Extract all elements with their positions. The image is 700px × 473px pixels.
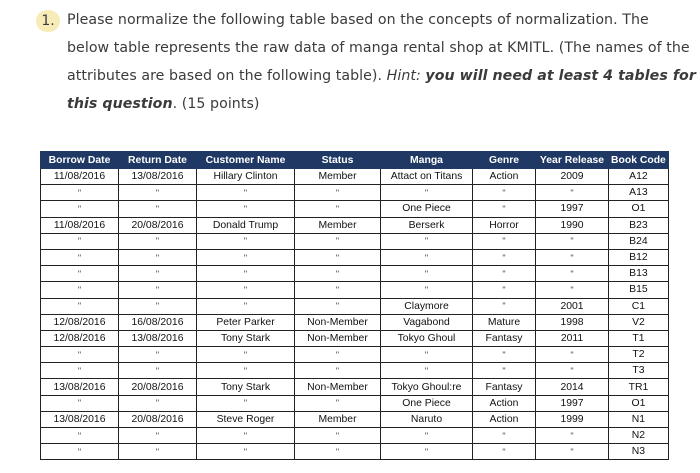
hint-text-continued: this question xyxy=(67,96,173,112)
table-cell: " xyxy=(119,428,197,444)
table-cell: " xyxy=(197,201,295,217)
table-cell: " xyxy=(295,282,381,298)
table-cell: T2 xyxy=(609,347,669,363)
table-cell: " xyxy=(381,347,473,363)
column-header: Customer Name xyxy=(197,152,295,169)
table-cell: " xyxy=(536,363,609,379)
column-header: Status xyxy=(295,152,381,169)
table-cell: 12/08/2016 xyxy=(41,330,119,346)
table-cell: " xyxy=(41,363,119,379)
table-row xyxy=(41,266,669,282)
table-cell: " xyxy=(119,347,197,363)
table-cell: 2009 xyxy=(536,169,609,185)
table-cell: " xyxy=(295,395,381,411)
points-text: . (15 points) xyxy=(172,96,260,112)
table-cell: 1990 xyxy=(536,217,609,233)
table-cell: Action xyxy=(473,169,536,185)
question-line-3 xyxy=(67,68,696,84)
table-cell: " xyxy=(473,363,536,379)
question-line-3-text: attributes are based on the following table). xyxy=(67,68,387,84)
table-cell: " xyxy=(381,233,473,249)
table-cell: " xyxy=(41,444,119,460)
table-body xyxy=(41,169,669,460)
table-cell: Horror xyxy=(473,217,536,233)
table-cell: 20/08/2016 xyxy=(119,217,197,233)
table-cell: " xyxy=(473,185,536,201)
manga-rental-table xyxy=(40,151,669,460)
table-cell: " xyxy=(119,201,197,217)
table-cell: " xyxy=(536,282,609,298)
table-cell: N1 xyxy=(609,411,669,427)
table-cell: Mature xyxy=(473,314,536,330)
table-row xyxy=(41,233,669,249)
table-cell: " xyxy=(473,282,536,298)
table-cell: Action xyxy=(473,395,536,411)
table-cell: T1 xyxy=(609,330,669,346)
table-cell: 13/08/2016 xyxy=(119,169,197,185)
table-cell: A13 xyxy=(609,185,669,201)
table-cell: " xyxy=(119,185,197,201)
table-cell: Hillary Clinton xyxy=(197,169,295,185)
table-cell: " xyxy=(473,298,536,314)
table-cell: " xyxy=(381,428,473,444)
table-cell: " xyxy=(295,201,381,217)
table-cell: Action xyxy=(473,411,536,427)
table-cell: B24 xyxy=(609,233,669,249)
table-cell: " xyxy=(381,185,473,201)
table-cell: O1 xyxy=(609,395,669,411)
table-cell: " xyxy=(41,233,119,249)
table-cell: Vagabond xyxy=(381,314,473,330)
table-cell: " xyxy=(197,298,295,314)
table-cell: Tony Stark xyxy=(197,330,295,346)
table-row xyxy=(41,249,669,265)
table-row xyxy=(41,282,669,298)
table-cell: " xyxy=(41,249,119,265)
table-row xyxy=(41,314,669,330)
question-number-badge: 1. xyxy=(36,10,60,32)
table-cell: Member xyxy=(295,217,381,233)
table-row xyxy=(41,169,669,185)
table-row xyxy=(41,185,669,201)
table-cell: V2 xyxy=(609,314,669,330)
table-row xyxy=(41,411,669,427)
column-header: Book Code xyxy=(609,152,669,169)
table-cell: " xyxy=(473,428,536,444)
table-cell: Fantasy xyxy=(473,379,536,395)
table-cell: Berserk xyxy=(381,217,473,233)
table-cell: " xyxy=(295,444,381,460)
table-cell: " xyxy=(536,428,609,444)
hint-text: you will need at least 4 tables for xyxy=(425,68,696,84)
table-cell: " xyxy=(473,201,536,217)
table-cell: " xyxy=(119,233,197,249)
column-header: Return Date xyxy=(119,152,197,169)
table-cell: " xyxy=(295,428,381,444)
table-cell: " xyxy=(41,185,119,201)
table-cell: " xyxy=(197,428,295,444)
table-cell: TR1 xyxy=(609,379,669,395)
table-cell: " xyxy=(295,347,381,363)
column-header: Genre xyxy=(473,152,536,169)
table-cell: " xyxy=(536,444,609,460)
table-cell: 2011 xyxy=(536,330,609,346)
table-cell: Tony Stark xyxy=(197,379,295,395)
table-cell: " xyxy=(381,363,473,379)
question-line-2: below table represents the raw data of manga rental shop at KMITL. (The names of the xyxy=(67,40,690,56)
table-cell: Peter Parker xyxy=(197,314,295,330)
table-cell: B15 xyxy=(609,282,669,298)
table-cell: " xyxy=(119,444,197,460)
table-cell: " xyxy=(473,233,536,249)
table-cell: B23 xyxy=(609,217,669,233)
table-cell: O1 xyxy=(609,201,669,217)
table-cell: " xyxy=(119,266,197,282)
table-cell: " xyxy=(197,266,295,282)
table-cell: A12 xyxy=(609,169,669,185)
table-row xyxy=(41,347,669,363)
table-cell: 20/08/2016 xyxy=(119,411,197,427)
table-cell: " xyxy=(536,266,609,282)
table-cell: " xyxy=(381,266,473,282)
table-cell: " xyxy=(197,185,295,201)
table-row xyxy=(41,428,669,444)
table-cell: " xyxy=(295,185,381,201)
table-row xyxy=(41,201,669,217)
table-row xyxy=(41,298,669,314)
table-cell: " xyxy=(473,266,536,282)
table-cell: " xyxy=(197,363,295,379)
table-cell: " xyxy=(197,233,295,249)
table-row xyxy=(41,379,669,395)
table-cell: Member xyxy=(295,169,381,185)
table-cell: N3 xyxy=(609,444,669,460)
table-cell: One Piece xyxy=(381,395,473,411)
question-line-4 xyxy=(67,96,260,112)
table-cell: " xyxy=(41,428,119,444)
table-cell: 11/08/2016 xyxy=(41,217,119,233)
table-cell: 20/08/2016 xyxy=(119,379,197,395)
table-cell: C1 xyxy=(609,298,669,314)
question-line-1: Please normalize the following table based on the concepts of normalization. The xyxy=(67,12,649,28)
table-cell: Naruto xyxy=(381,411,473,427)
table-cell: " xyxy=(295,233,381,249)
table-cell: Tokyo Ghoul:re xyxy=(381,379,473,395)
table-cell: " xyxy=(295,266,381,282)
table-row xyxy=(41,395,669,411)
table-cell: " xyxy=(197,249,295,265)
table-cell: " xyxy=(41,282,119,298)
table-cell: " xyxy=(41,298,119,314)
table-cell: Tokyo Ghoul xyxy=(381,330,473,346)
table-row xyxy=(41,330,669,346)
table-cell: " xyxy=(41,266,119,282)
table-cell: " xyxy=(119,298,197,314)
table-cell: " xyxy=(381,282,473,298)
table-cell: " xyxy=(473,444,536,460)
table-cell: 11/08/2016 xyxy=(41,169,119,185)
table-cell: " xyxy=(536,185,609,201)
table-cell: " xyxy=(41,347,119,363)
column-header: Manga xyxy=(381,152,473,169)
table-cell: " xyxy=(473,347,536,363)
table-cell: " xyxy=(197,395,295,411)
table-cell: 1999 xyxy=(536,411,609,427)
table-cell: 1997 xyxy=(536,395,609,411)
table-cell: Non-Member xyxy=(295,330,381,346)
table-cell: Non-Member xyxy=(295,314,381,330)
table-cell: " xyxy=(197,347,295,363)
table-cell: Attact on Titans xyxy=(381,169,473,185)
table-cell: " xyxy=(41,201,119,217)
table-cell: " xyxy=(536,249,609,265)
table-cell: B13 xyxy=(609,266,669,282)
table-cell: " xyxy=(536,233,609,249)
table-cell: " xyxy=(197,444,295,460)
table-cell: 13/08/2016 xyxy=(41,411,119,427)
table-cell: Steve Roger xyxy=(197,411,295,427)
table-cell: B12 xyxy=(609,249,669,265)
table-cell: " xyxy=(381,444,473,460)
table-cell: " xyxy=(119,363,197,379)
table-cell: Fantasy xyxy=(473,330,536,346)
table-cell: " xyxy=(295,249,381,265)
table-cell: " xyxy=(119,249,197,265)
table-cell: 16/08/2016 xyxy=(119,314,197,330)
table-cell: N2 xyxy=(609,428,669,444)
table-cell: 12/08/2016 xyxy=(41,314,119,330)
table-cell: " xyxy=(119,282,197,298)
table-cell: One Piece xyxy=(381,201,473,217)
column-header: Borrow Date xyxy=(41,152,119,169)
table-cell: Member xyxy=(295,411,381,427)
table-cell: Claymore xyxy=(381,298,473,314)
column-header: Year Release xyxy=(536,152,609,169)
table-cell: 13/08/2016 xyxy=(119,330,197,346)
table-cell: 1998 xyxy=(536,314,609,330)
table-header-row xyxy=(41,152,669,169)
table-cell: 2014 xyxy=(536,379,609,395)
table-cell: " xyxy=(473,249,536,265)
table-cell: " xyxy=(295,298,381,314)
table-cell: Donald Trump xyxy=(197,217,295,233)
table-row xyxy=(41,444,669,460)
table-cell: 1997 xyxy=(536,201,609,217)
table-row xyxy=(41,363,669,379)
table-cell: " xyxy=(197,282,295,298)
table-cell: " xyxy=(381,249,473,265)
table-cell: " xyxy=(41,395,119,411)
table-cell: Non-Member xyxy=(295,379,381,395)
table-cell: " xyxy=(119,395,197,411)
table-cell: " xyxy=(536,347,609,363)
table-cell: " xyxy=(295,363,381,379)
table-cell: 2001 xyxy=(536,298,609,314)
table-cell: T3 xyxy=(609,363,669,379)
table-cell: 13/08/2016 xyxy=(41,379,119,395)
hint-label: Hint: xyxy=(386,68,426,84)
table-row xyxy=(41,217,669,233)
